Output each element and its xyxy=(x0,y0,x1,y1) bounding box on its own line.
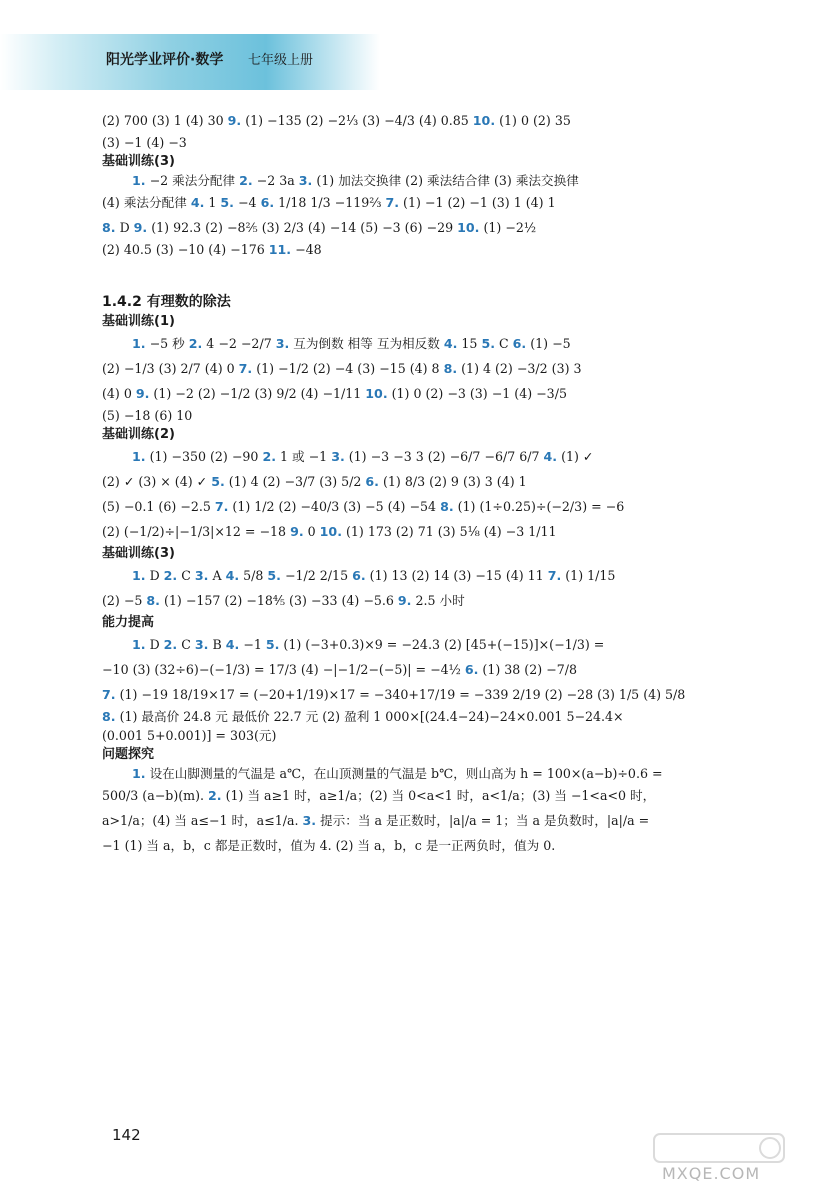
answer-text: (1) −1 (2) −1 (3) 1 (4) 1 xyxy=(399,195,556,210)
answer-text: (2) ✓ (3) × (4) ✓ xyxy=(102,474,212,489)
question-number: 5. xyxy=(211,474,225,489)
question-number: 7. xyxy=(214,499,229,514)
question-number: 3. xyxy=(331,449,345,464)
question-number: 2. xyxy=(262,449,276,464)
question-number: 8. xyxy=(102,709,116,724)
answer-text: a>1/a；(4) 当 a≤−1 时，a≤1/a. xyxy=(102,813,303,828)
subsection-heading: 基础训练(3) xyxy=(102,546,175,561)
answer-text: (1) 4 (2) −3/2 (3) 3 xyxy=(457,361,582,376)
answer-text: 5/8 xyxy=(239,568,268,583)
question-number: 10. xyxy=(319,524,342,539)
answer-line xyxy=(102,783,772,808)
answer-text: (1) 当 a≥1 时，a≥1/a；(2) 当 0<a<1 时，a<1/a；(3) 当 −1<a<0 时， xyxy=(221,788,656,803)
answer-text: (1) 0 (2) 35 xyxy=(495,113,571,128)
answer-text: (1) −157 (2) −18⅘ (3) −33 (4) −5.6 xyxy=(159,593,398,608)
question-number: 6. xyxy=(365,474,379,489)
answer-line xyxy=(102,381,772,406)
question-number: 4. xyxy=(543,449,558,464)
answer-text: −10 (3) (32÷6)−(−1/3) = 17/3 (4) −|−1/2−(−5)| = −4½ xyxy=(102,662,465,677)
question-number: 6. xyxy=(464,662,479,677)
answer-text: (2) 40.5 (3) −10 (4) −176 xyxy=(102,242,269,257)
answer-line xyxy=(102,588,772,613)
answer-text: B xyxy=(208,637,226,652)
question-number: 4. xyxy=(225,568,240,583)
question-number: 9. xyxy=(397,593,412,608)
subsection-heading: 基础训练(1) xyxy=(102,314,175,329)
answer-line xyxy=(102,519,772,544)
answer-line xyxy=(102,707,772,726)
answer-text: 0 xyxy=(303,524,320,539)
answer-text: (4) 乘法分配律 xyxy=(102,195,191,210)
question-number: 1. xyxy=(132,336,146,351)
question-number: 4. xyxy=(443,336,458,351)
watermark-text: MXQE.COM xyxy=(662,1164,761,1183)
answer-text: (1) 1/2 (2) −40/3 (3) −5 (4) −54 xyxy=(228,499,441,514)
answer-text: 1 或 −1 xyxy=(276,449,332,464)
answer-text: −1 xyxy=(239,637,266,652)
answer-text: D xyxy=(145,637,164,652)
question-number: 3. xyxy=(194,568,209,583)
answer-text: (1) 8/3 (2) 9 (3) 3 (4) 1 xyxy=(378,474,527,489)
answer-text: (1) 4 (2) −3/7 (3) 5/2 xyxy=(224,474,366,489)
question-number: 1. xyxy=(132,637,146,652)
answer-text: (5) −18 (6) 10 xyxy=(102,408,193,423)
answer-line xyxy=(102,563,772,588)
question-number: 3. xyxy=(298,173,313,188)
question-number: 9. xyxy=(133,220,148,235)
answer-text: −5 秒 xyxy=(145,336,189,351)
question-number: 3. xyxy=(275,336,290,351)
answer-line xyxy=(102,469,772,494)
question-number: 6. xyxy=(352,568,366,583)
answer-text: (1) −350 (2) −90 xyxy=(145,449,263,464)
answer-line xyxy=(102,808,772,833)
answer-text: −2 3a xyxy=(252,173,299,188)
answer-text: (1) 13 (2) 14 (3) −15 (4) 11 xyxy=(365,568,548,583)
question-number: 8. xyxy=(440,499,454,514)
answer-text: 4 −2 −2/7 xyxy=(202,336,276,351)
question-number: 8. xyxy=(102,220,116,235)
answer-text: C xyxy=(495,336,513,351)
answer-line xyxy=(102,240,772,259)
question-number: 3. xyxy=(194,637,209,652)
question-number: 4. xyxy=(190,195,205,210)
question-number: 8. xyxy=(146,593,160,608)
answer-text: (1) 加法交换律 (2) 乘法结合律 (3) 乘法交换律 xyxy=(312,173,579,188)
question-number: 7. xyxy=(547,568,562,583)
question-number: 1. xyxy=(132,449,146,464)
question-number: 6. xyxy=(260,195,275,210)
book-subtitle: 七年级上册 xyxy=(248,53,314,68)
question-number: 5. xyxy=(267,568,281,583)
answer-text: −1 (1) 当 a，b，c 都是正数时，值为 4. (2) 当 a，b，c 是一正两负时，值为 0. xyxy=(102,838,556,853)
answer-text: C xyxy=(177,637,195,652)
answer-line xyxy=(102,833,772,858)
answer-text: 设在山脚测量的气温是 a℃，在山顶测量的气温是 b℃，则山高为 h = 100×(a−b)÷0.6 = xyxy=(145,766,663,781)
answer-text: 1/18 1/3 −119⅔ xyxy=(274,195,386,210)
answer-text: 2.5 小时 xyxy=(411,593,465,608)
answer-text: (2) (−1/2)÷|−1/3|×12 = −18 xyxy=(102,524,291,539)
book-title: 阳光学业评价·数学 xyxy=(106,52,224,68)
answer-line xyxy=(102,444,772,469)
answer-line xyxy=(102,632,772,657)
question-number: 6. xyxy=(512,336,527,351)
answer-text: D xyxy=(115,220,134,235)
question-number: 9. xyxy=(135,386,150,401)
question-number: 2. xyxy=(188,336,203,351)
question-number: 11. xyxy=(268,242,292,257)
question-number: 2. xyxy=(208,788,222,803)
subsection-heading: 基础训练(2) xyxy=(102,427,175,442)
question-number: 4. xyxy=(225,637,240,652)
question-number: 10. xyxy=(457,220,480,235)
question-number: 3. xyxy=(302,813,317,828)
question-number: 9. xyxy=(227,113,242,128)
answer-text: (1) 173 (2) 71 (3) 5⅛ (4) −3 1/11 xyxy=(341,524,557,539)
question-number: 10. xyxy=(365,386,388,401)
answer-line xyxy=(102,108,772,133)
question-number: 5. xyxy=(220,195,234,210)
answer-text: (4) 0 xyxy=(102,386,136,401)
question-number: 1. xyxy=(132,173,146,188)
answer-line xyxy=(102,133,772,152)
question-number: 8. xyxy=(443,361,458,376)
answer-text: 互为倒数 相等 互为相反数 xyxy=(289,336,444,351)
answer-text: (2) 700 (3) 1 (4) 30 xyxy=(102,113,228,128)
answer-text: D xyxy=(145,568,164,583)
subsection-heading: 能力提高 xyxy=(102,615,155,630)
answer-line xyxy=(102,331,772,356)
answer-line xyxy=(102,190,772,215)
answer-text: (1) −135 (2) −2⅓ (3) −4/3 (4) 0.85 xyxy=(241,113,473,128)
subsection-heading: 问题探究 xyxy=(102,747,155,762)
question-number: 2. xyxy=(163,637,178,652)
answer-text: (0.001 5+0.001)] = 303(元) xyxy=(102,728,277,743)
answer-text: −1/2 2/15 xyxy=(280,568,353,583)
answer-text: (3) −1 (4) −3 xyxy=(102,135,187,150)
answer-text: 15 xyxy=(457,336,482,351)
subsection-heading: 基础训练(3) xyxy=(102,154,175,169)
question-number: 7. xyxy=(238,361,253,376)
answer-text: (2) −5 xyxy=(102,593,147,608)
answer-text: (1) 38 (2) −7/8 xyxy=(478,662,577,677)
answer-text: (1) 0 (2) −3 (3) −1 (4) −3/5 xyxy=(387,386,567,401)
answer-text: (1) −1/2 (2) −4 (3) −15 (4) 8 xyxy=(252,361,444,376)
answer-text: (1) (1÷0.25)÷(−2/3) = −6 xyxy=(453,499,625,514)
answer-line xyxy=(102,494,772,519)
answer-text: (1) 92.3 (2) −8⅖ (3) 2/3 (4) −14 (5) −3 (6) −29 xyxy=(147,220,458,235)
answer-line xyxy=(102,406,772,425)
answer-text: −4 xyxy=(233,195,261,210)
answer-text: (1) −2 (2) −1/2 (3) 9/2 (4) −1/11 xyxy=(149,386,366,401)
question-number: 10. xyxy=(472,113,496,128)
section-heading: 1.4.2 有理数的除法 xyxy=(102,294,231,310)
answer-text: −2 乘法分配律 xyxy=(145,173,240,188)
answer-content xyxy=(102,108,772,858)
answer-text: A xyxy=(208,568,226,583)
answer-line xyxy=(102,657,772,682)
answer-text: (1) −19 18/19×17 = (−20+1/19)×17 = −340+17/19 = −339 2/19 (2) −28 (3) 1/5 (4) 5/8 xyxy=(115,687,686,702)
answer-text: (1) 1/15 xyxy=(561,568,616,583)
question-number: 2. xyxy=(163,568,178,583)
question-number: 5. xyxy=(481,336,495,351)
answer-text: (2) −1/3 (3) 2/7 (4) 0 xyxy=(102,361,239,376)
answer-text: −48 xyxy=(291,242,322,257)
answer-text: (5) −0.1 (6) −2.5 xyxy=(102,499,215,514)
answer-text: 500/3 (a−b)(m). xyxy=(102,788,209,803)
question-number: 7. xyxy=(385,195,400,210)
answer-text: (1) −2½ xyxy=(479,220,537,235)
answer-text: (1) (−3+0.3)×9 = −24.3 (2) [45+(−15)]×(−1/3) = xyxy=(279,637,605,652)
answer-line xyxy=(102,215,772,240)
question-number: 5. xyxy=(265,637,280,652)
question-number: 1. xyxy=(132,766,146,781)
answer-text: (1) −3 −3 3 (2) −6/7 −6/7 6/7 xyxy=(344,449,544,464)
answer-line xyxy=(102,356,772,381)
question-number: 7. xyxy=(102,687,116,702)
question-number: 2. xyxy=(239,173,253,188)
answer-line xyxy=(102,171,772,190)
answer-line xyxy=(102,726,772,745)
answer-text: 提示：当 a 是正数时，|a|/a = 1；当 a 是负数时，|a|/a = xyxy=(316,813,650,828)
answer-text: C xyxy=(177,568,195,583)
question-number: 1. xyxy=(132,568,146,583)
answer-text: (1) ✓ xyxy=(557,449,594,464)
answer-text: (1) −5 xyxy=(526,336,571,351)
answer-line xyxy=(102,764,772,783)
question-number: 9. xyxy=(290,524,304,539)
answer-text: 1 xyxy=(204,195,221,210)
answer-line xyxy=(102,682,772,707)
answer-text: (1) 最高价 24.8 元 最低价 22.7 元 (2) 盈利 1 000×[(24.4−24)−24×0.001 5−24.4× xyxy=(115,709,624,724)
page-number: 142 xyxy=(112,1126,141,1144)
